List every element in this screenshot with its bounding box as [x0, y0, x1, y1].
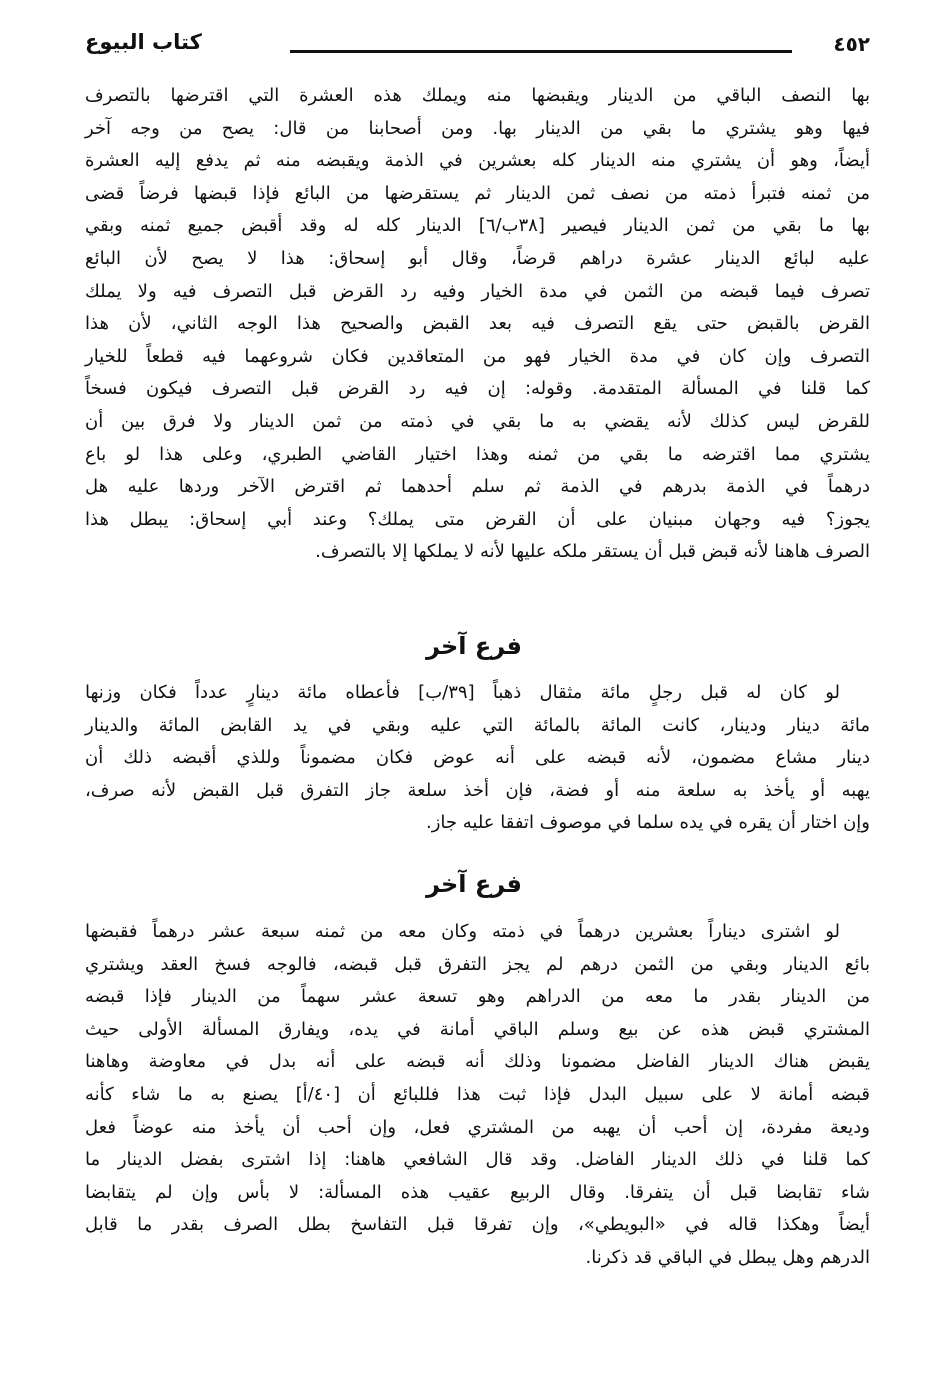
text-line: بائع الدينار وبقي من الثمن درهم لم يجز التفرق قبل قبضه، فالوجه فسخ العقد ويشتري	[85, 953, 870, 975]
text-line: شاء تقابضا قبل أن يتفرقا. وقال الربيع عقيب هذه المسألة: لا بأس وإن لم يتقابضا	[85, 1181, 870, 1203]
text-line: الدرهم وهل يبطل في الباقي قد ذكرنا.	[585, 1246, 870, 1268]
text-line: عليه لبائع الدينار عشرة دراهم قرضاً، وقال أبو إسحاق: هذا لا يصح لأن البائع	[85, 247, 870, 269]
text-line: يجوز؟ فيه وجهان مبنيان على أن القرض متى يملك؟ وعند أبي إسحاق: يبطل هذا	[85, 508, 870, 530]
text-line: يشتري مما اقترضه ما بقي من ثمنه وهذا اختيار القاضي الطبري، وعلى هذا لو باع	[85, 443, 870, 465]
text-line: فيها وهو يشتري ما بقي من الدينار بها. ومن أصحابنا من قال: يصح من وجه آخر	[85, 117, 870, 139]
text-line: مائة دينار ودينار، كانت المائة بالمائة التي عليه وبقي في يد القابض المائة والدينار	[85, 714, 870, 736]
page-header	[85, 28, 870, 64]
text-line: أيضاً وهكذا قاله في «البويطي»، وإن تفرقا قبل التفاسخ بطل الصرف بقدر ما قابل	[85, 1214, 870, 1236]
text-line: بها ما بقي من ثمن الدينار فيصير [٣٨ب/٦] الدينار كله له وقد أقبض جميع ثمنه وبقي	[85, 215, 870, 237]
page-number: ٤٥٢	[833, 32, 870, 56]
section-heading: فرع آخر	[426, 870, 522, 898]
text-line: التصرف وإن كان في مدة الخيار فهو من المتعاقدين فكان شروعهما فيه قطعاً للخيار	[85, 345, 870, 367]
text-line: وديعة مفردة، إن أحب أن يهبه من المشتري فعل، وإن أحب أن يأخذ منه عوضاً فعل	[85, 1116, 870, 1138]
text-line: لو اشترى ديناراً بعشرين درهماً في ذمته وكان معه من ثمنه سبعة عشر درهماً فقبضها	[85, 921, 840, 942]
paragraph-1	[85, 80, 870, 569]
text-line: وإن اختار أن يقره في يده سلما في موصوف اتفقا عليه جاز.	[425, 812, 870, 834]
text-line: تصرف فيما قبضه من الثمن في مدة الخيار وفيه رد القرض قبل التصرف فيه ولا يملك	[85, 280, 870, 302]
text-line: من ثمنه فتبرأ ذمته من نصف ثمن الدينار ثم يستقرضها من البائع فإذا قبضها فرضاً قضى	[85, 182, 870, 204]
text-line: المشتري قبض هذه عن بيع وسلم الباقي أمانة في يده، ويفارق المسألة الأولى حيث	[85, 1018, 870, 1040]
text-line: أيضاً، وهو أن يشتري منه الدينار كله بعشرين في الذمة ويقبضه منه ثم يدفع إليه العشرة	[85, 150, 870, 172]
section-heading: فرع آخر	[426, 632, 522, 660]
running-title: كتاب البيوع	[85, 30, 202, 54]
text-line: كما قلنا في ذلك الدينار الفاضل. وقد قال الشافعي هاهنا: إذا اشترى بفضل الدينار ما	[85, 1149, 870, 1171]
paragraph-3	[85, 916, 870, 1275]
text-line: قبضه أمانة لا على سبيل البدل فإذا ثبت هذا فللبائع أن [٤٠/أ] يصنع به ما شاء كأنه	[85, 1083, 870, 1105]
text-line: درهماً في الذمة بدرهم في الذمة ثم سلم أحدهما ثم اقترض الآخر وردها عليه هل	[85, 476, 870, 498]
text-line: من الدينار بقدر ما معه من الدراهم وهو تسعة عشر سهماً من الدينار فإذا قبضه	[85, 986, 870, 1008]
text-line: بها النصف الباقي من الدينار ويقبضها منه ويملك هذه العشرة التي اقترضها بالتصرف	[85, 85, 870, 106]
text-line: دينار مشاع مضمون، لأنه قبضه على أنه عوض فكان مضموناً وللذي أقبضه ذلك أن	[85, 747, 870, 769]
text-line: الصرف هاهنا لأنه قبض قبل أن يستقر ملكه عليها لأنه لا يملكها إلا بالتصرف.	[315, 541, 870, 563]
text-line: كما قلنا في المسألة المتقدمة. وقوله: إن فيه رد القرض قبل التصرف فيكون فسخاً	[85, 378, 870, 400]
text-line: لو كان له قبل رجلٍ مائة مثقال ذهباً [٣٩/ب] فأعطاه مائة دينارٍ عدداً فكان وزنها	[85, 682, 841, 703]
text-line: للقرض ليس كذلك لأنه يقضي به ما بقي في ذمته من ثمن الدينار ولا فرق بين أن	[85, 410, 870, 432]
text-line: القرض بالقبض حتى يقع التصرف فيه بعد القبض والصحيح هذا الوجه الثاني، لأن هذا	[85, 313, 870, 335]
paragraph-2	[85, 677, 870, 840]
text-line: يهبه أو يأخذ به سلعة منه أو فضة، فإن أخذ سلعة جاز التفرق قبل القبض لأنه صرف،	[85, 779, 870, 801]
text-line: يقبض هناك الدينار الفاضل مضمونا وذلك أنه قبضه على أنه بدل في معاوضة وهاهنا	[85, 1051, 870, 1073]
header-rule	[290, 50, 792, 53]
